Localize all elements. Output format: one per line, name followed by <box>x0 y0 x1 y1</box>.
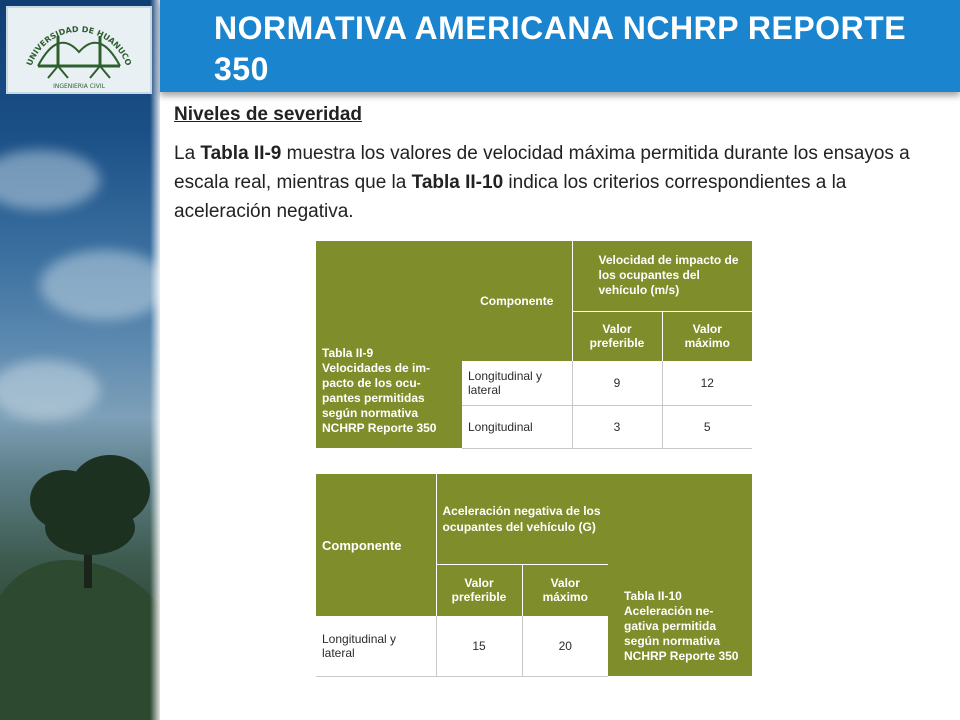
table-ii9-row2-component: Longitudinal <box>462 405 572 448</box>
table-ii9-row1-component: Longitudinal y lateral <box>462 361 572 405</box>
table-ii10-header-max: Valor máximo <box>522 564 608 616</box>
table-ii9-header-component: Componente <box>462 241 572 361</box>
table-ii10-row1-max: 20 <box>522 616 608 676</box>
table-ii9-caption-desc: Velocidades de im-pacto de los ocu-pantes permitidas según normativa NCHRP Reporte 350 <box>322 361 437 435</box>
university-logo <box>6 6 152 94</box>
table-ii9-caption <box>316 241 462 448</box>
paragraph-text-3: indica los criterios correspondientes a la aceleración negativa. <box>174 172 847 222</box>
table-ii10-header-group: Aceleración negativa de los ocupantes del vehículo (G) <box>436 474 608 564</box>
logo-subtext: INGENIERIA CIVIL <box>53 83 105 90</box>
table-ii10-header-component: Componente <box>316 474 436 616</box>
section-subtitle: Niveles de severidad <box>174 104 362 125</box>
page-title: NORMATIVA AMERICANA NCHRP REPORTE 350 <box>214 10 907 87</box>
table-ii10 <box>316 474 752 677</box>
table-ii9-row2-max: 5 <box>662 405 752 448</box>
intro-paragraph <box>174 139 914 226</box>
table-ii10-caption <box>608 474 752 676</box>
table-ii9-row1-max: 12 <box>662 361 752 405</box>
table-ii9 <box>316 241 752 449</box>
table-ii10-caption-title: Tabla II-10 <box>624 589 682 603</box>
bridge-logo-icon <box>8 8 150 92</box>
table-ii9-row1-pref: 9 <box>572 361 662 405</box>
sidebar-background <box>0 0 160 720</box>
table-ii9-header-max: Valor máximo <box>662 311 752 361</box>
paragraph-text-1: La <box>174 143 201 164</box>
table-ii9-header-pref: Valor preferible <box>572 311 662 361</box>
table-ii10-caption-desc: Aceleración ne-gativa permitida según normativa NCHRP Reporte 350 <box>624 604 739 663</box>
logo-text: UNIVERSIDAD DE HUANUCO <box>24 24 134 67</box>
table-ii10-row1-component: Longitudinal y lateral <box>316 616 436 676</box>
table-ii10-row1-pref: 15 <box>436 616 522 676</box>
table-ii10-reference: Tabla II-10 <box>411 172 504 193</box>
table-ii9-header-group: Velocidad de impacto de los ocupantes del vehículo (m/s) <box>572 241 752 311</box>
table-ii9-caption-title: Tabla II-9 <box>322 346 374 360</box>
table-ii9-row2-pref: 3 <box>572 405 662 448</box>
title-bar <box>160 0 960 92</box>
table-ii9-reference: Tabla II-9 <box>200 143 282 164</box>
paragraph-text-2: muestra los valores de velocidad máxima permitida durante los ensayos a escala real, mientras que la <box>174 143 910 193</box>
table-ii10-header-pref: Valor preferible <box>436 564 522 616</box>
